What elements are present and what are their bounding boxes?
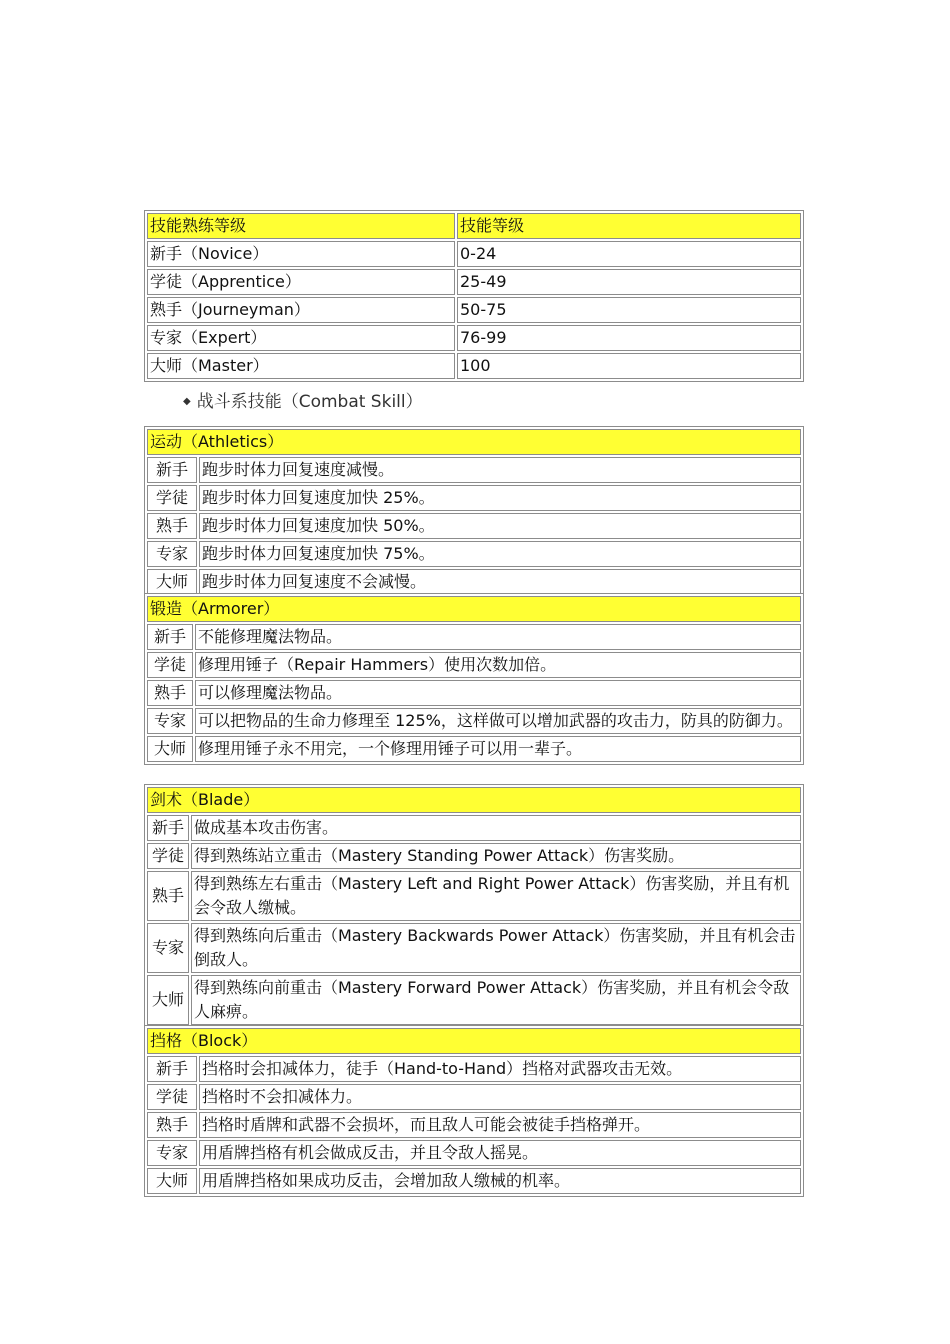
level-name: 大师（Master） xyxy=(147,353,455,379)
skill-title-row xyxy=(147,787,801,813)
effect-cell: 修理用锤子（Repair Hammers）使用次数加倍。 xyxy=(195,652,801,678)
table-row xyxy=(147,485,801,511)
effect-cell: 得到熟练向后重击（Mastery Backwards Power Attack）伤害奖励，并且有机会击倒敌人。 xyxy=(191,923,801,973)
skill-levels-table xyxy=(144,210,804,382)
effect-cell: 得到熟练站立重击（Mastery Standing Power Attack）伤害奖励。 xyxy=(191,843,801,869)
effect-cell: 挡格时会扣减体力，徒手（Hand-to-Hand）挡格对武器攻击无效。 xyxy=(199,1056,801,1082)
effect-cell: 可以修理魔法物品。 xyxy=(195,680,801,706)
level-cell: 熟手 xyxy=(147,513,197,539)
level-cell: 专家 xyxy=(147,1140,197,1166)
level-cell: 新手 xyxy=(147,457,197,483)
header-cell: 技能熟练等级 xyxy=(147,213,455,239)
table-row xyxy=(147,513,801,539)
table-row xyxy=(147,353,801,379)
table-row xyxy=(147,241,801,267)
skill-title-row xyxy=(147,596,801,622)
table-row xyxy=(147,325,801,351)
header-cell: 技能等级 xyxy=(457,213,801,239)
table-row xyxy=(147,975,801,1025)
level-name: 学徒（Apprentice） xyxy=(147,269,455,295)
level-cell: 熟手 xyxy=(147,1112,197,1138)
level-range: 100 xyxy=(457,353,801,379)
diamond-bullet-icon: ◆ xyxy=(183,396,191,407)
level-cell: 学徒 xyxy=(147,652,193,678)
effect-cell: 用盾牌挡格有机会做成反击，并且令敌人摇晃。 xyxy=(199,1140,801,1166)
effect-cell: 修理用锤子永不用完，一个修理用锤子可以用一辈子。 xyxy=(195,736,801,762)
table-row xyxy=(147,1140,801,1166)
level-cell: 大师 xyxy=(147,569,197,595)
level-cell: 大师 xyxy=(147,975,189,1025)
level-cell: 专家 xyxy=(147,541,197,567)
effect-cell: 挡格时不会扣减体力。 xyxy=(199,1084,801,1110)
effect-cell: 跑步时体力回复速度减慢。 xyxy=(199,457,801,483)
level-cell: 学徒 xyxy=(147,843,189,869)
level-cell: 专家 xyxy=(147,708,193,734)
level-cell: 学徒 xyxy=(147,485,197,511)
table-row xyxy=(147,541,801,567)
skill-table-blade xyxy=(144,784,804,1028)
table-row xyxy=(147,652,801,678)
level-cell: 熟手 xyxy=(147,871,189,921)
effect-cell: 得到熟练向前重击（Mastery Forward Power Attack）伤害奖励，并且有机会令敌人麻痹。 xyxy=(191,975,801,1025)
table-row xyxy=(147,680,801,706)
effect-cell: 挡格时盾牌和武器不会损坏，而且敌人可能会被徒手挡格弹开。 xyxy=(199,1112,801,1138)
table-row xyxy=(147,843,801,869)
skill-title: 剑术（Blade） xyxy=(147,787,801,813)
table-row xyxy=(147,871,801,921)
level-name: 熟手（Journeyman） xyxy=(147,297,455,323)
section-heading-text: 战斗系技能（Combat Skill） xyxy=(196,392,423,412)
skill-table-athletics xyxy=(144,426,804,598)
level-name: 专家（Expert） xyxy=(147,325,455,351)
skill-table-armorer xyxy=(144,593,804,765)
effect-cell: 可以把物品的生命力修理至 125%，这样做可以增加武器的攻击力，防具的防御力。 xyxy=(195,708,801,734)
effect-cell: 用盾牌挡格如果成功反击，会增加敌人缴械的机率。 xyxy=(199,1168,801,1194)
table-row xyxy=(147,923,801,973)
table-row xyxy=(147,269,801,295)
table-row xyxy=(147,1112,801,1138)
effect-cell: 得到熟练左右重击（Mastery Left and Right Power Attack）伤害奖励，并且有机会令敌人缴械。 xyxy=(191,871,801,921)
table-row xyxy=(147,736,801,762)
table-row xyxy=(147,815,801,841)
effect-cell: 跑步时体力回复速度加快 50%。 xyxy=(199,513,801,539)
level-cell: 专家 xyxy=(147,923,189,973)
skill-title: 锻造（Armorer） xyxy=(147,596,801,622)
level-range: 0-24 xyxy=(457,241,801,267)
level-cell: 学徒 xyxy=(147,1084,197,1110)
effect-cell: 跑步时体力回复速度加快 75%。 xyxy=(199,541,801,567)
effect-cell: 跑步时体力回复速度不会减慢。 xyxy=(199,569,801,595)
table-row xyxy=(147,1056,801,1082)
table-header-row xyxy=(147,213,801,239)
skill-title-row xyxy=(147,429,801,455)
skill-title: 运动（Athletics） xyxy=(147,429,801,455)
level-range: 25-49 xyxy=(457,269,801,295)
effect-cell: 不能修理魔法物品。 xyxy=(195,624,801,650)
skill-title: 挡格（Block） xyxy=(147,1028,801,1054)
level-range: 50-75 xyxy=(457,297,801,323)
effect-cell: 跑步时体力回复速度加快 25%。 xyxy=(199,485,801,511)
section-heading xyxy=(183,388,423,416)
table-row xyxy=(147,624,801,650)
skill-title-row xyxy=(147,1028,801,1054)
level-cell: 大师 xyxy=(147,1168,197,1194)
level-cell: 大师 xyxy=(147,736,193,762)
skill-table-block xyxy=(144,1025,804,1197)
table-row xyxy=(147,708,801,734)
level-name: 新手（Novice） xyxy=(147,241,455,267)
level-cell: 新手 xyxy=(147,815,189,841)
table-row xyxy=(147,569,801,595)
level-cell: 熟手 xyxy=(147,680,193,706)
table-row xyxy=(147,457,801,483)
table-row xyxy=(147,1168,801,1194)
level-cell: 新手 xyxy=(147,1056,197,1082)
effect-cell: 做成基本攻击伤害。 xyxy=(191,815,801,841)
level-cell: 新手 xyxy=(147,624,193,650)
level-range: 76-99 xyxy=(457,325,801,351)
table-row xyxy=(147,1084,801,1110)
table-row xyxy=(147,297,801,323)
